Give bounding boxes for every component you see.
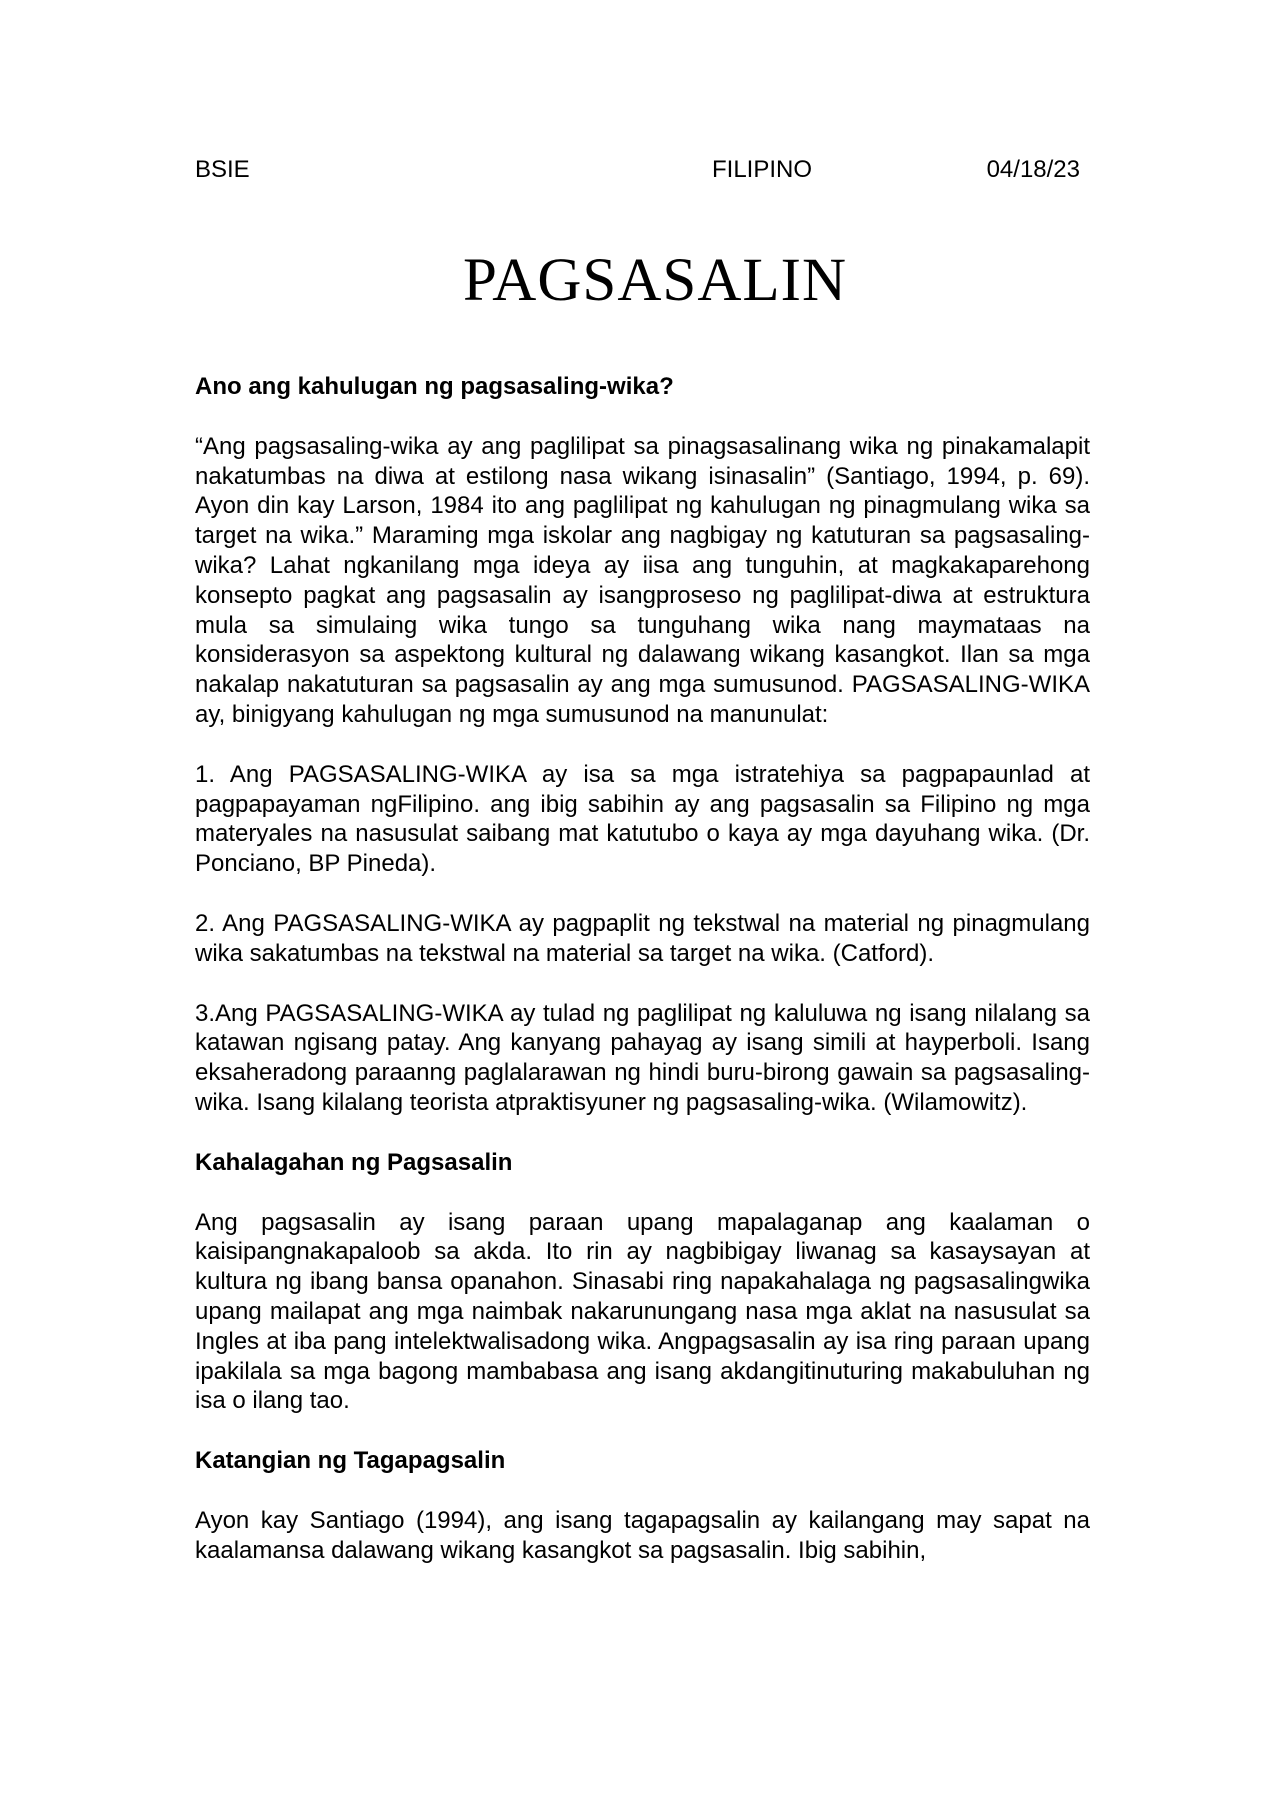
paragraph-definition: “Ang pagsasaling-wika ay ang paglilipat sa pinagsasalinang wika ng pinakamalapit nakatumbas na diwa at estilong nasa wikang isinasalin” (Santiago, 1994, p. 69). Ayon din kay Larson, 1984 ito ang paglilipat ng kahulugan ng pinagmulang wika sa target na wika.” Maraming mga iskolar ang nagbigay ng katuturan sa pagsasaling-wika? Lahat ngkanilang mga ideya ay iisa ang tunguhin, at magkakaparehong konsepto pagkat ang pagsasalin ay isangproseso ng paglilipat-diwa at estruktura mula sa simulaing wika tungo sa tunguhang wika nang maymataas na konsiderasyon sa aspektong kultural ng dalawang wikang kasangkot. Ilan sa mga nakalap nakatuturan sa pagsasalin ay ang mga sumusunod. PAGSASALING-WIKA ay, binigyang kahulugan ng mga sumusunod na manunulat: bbox=[195, 432, 1090, 728]
section-heading-katangian: Katangian ng Tagapagsalin bbox=[195, 1447, 506, 1475]
document-body bbox=[195, 372, 1090, 1566]
header-date: 04/18/23 bbox=[986, 156, 1080, 183]
page-title: PAGSASALIN bbox=[462, 247, 847, 314]
paragraph-kahalagahan: Ang pagsasalin ay isang paraan upang mapalaganap ang kaalaman o kaisipangnakapaloob sa akda. Ito rin ay nagbibigay liwanag sa kasaysayan at kultura ng ibang bansa opanahon. Sinasabi ring napakahalaga ng pagsasalingwika upang mailapat ang mga naimbak nakarunungang nasa mga aklat na nasusulat sa Ingles at iba pang intelektwalisadong wika. Angpagsasalin ay isa ring paraan upang ipakilala sa mga bagong mambabasa ang isang akdangitinuturing makabuluhan ng isa o ilang tao. bbox=[195, 1208, 1090, 1415]
section-heading-kahulugan: Ano ang kahulugan ng pagsasaling-wika? bbox=[195, 373, 674, 400]
paragraph-katangian: Ayon kay Santiago (1994), ang isang tagapagsalin ay kailangang may sapat na kaalamansa dalawang wikang kasangkot sa pagsasalin. Ibig sabihin, bbox=[195, 1506, 1090, 1564]
header-course: BSIE bbox=[195, 156, 250, 183]
list-item-1: 1. Ang PAGSASALING-WIKA ay isa sa mga istratehiya sa pagpapaunlad at pagpapayaman ngFilipino. ang ibig sabihin ay ang pagsasalin sa Filipino ng mga materyales na nasusulat saibang mat katutubo o kaya ay mga dayuhang wika. (Dr. Ponciano, BP Pineda). bbox=[195, 760, 1090, 878]
page-header bbox=[195, 156, 1090, 186]
list-item-3: 3.Ang PAGSASALING-WIKA ay tulad ng paglilipat ng kaluluwa ng isang nilalang sa katawan ngisang patay. Ang kanyang pahayag ay isang simili at hayperboli. Isang eksaheradong paraanng paglalarawan ng hindi buru-birong gawain sa pagsasaling-wika. Isang kilalang teorista atpraktisyuner ng pagsasaling-wika. (Wilamowitz). bbox=[195, 999, 1090, 1116]
header-subject: FILIPINO bbox=[712, 156, 813, 183]
section-heading-kahalagahan: Kahalagahan ng Pagsasalin bbox=[195, 1148, 513, 1176]
list-item-2: 2. Ang PAGSASALING-WIKA ay pagpaplit ng tekstwal na material ng pinagmulang wika sakatumbas na tekstwal na material sa target na wika. (Catford). bbox=[195, 909, 1090, 967]
